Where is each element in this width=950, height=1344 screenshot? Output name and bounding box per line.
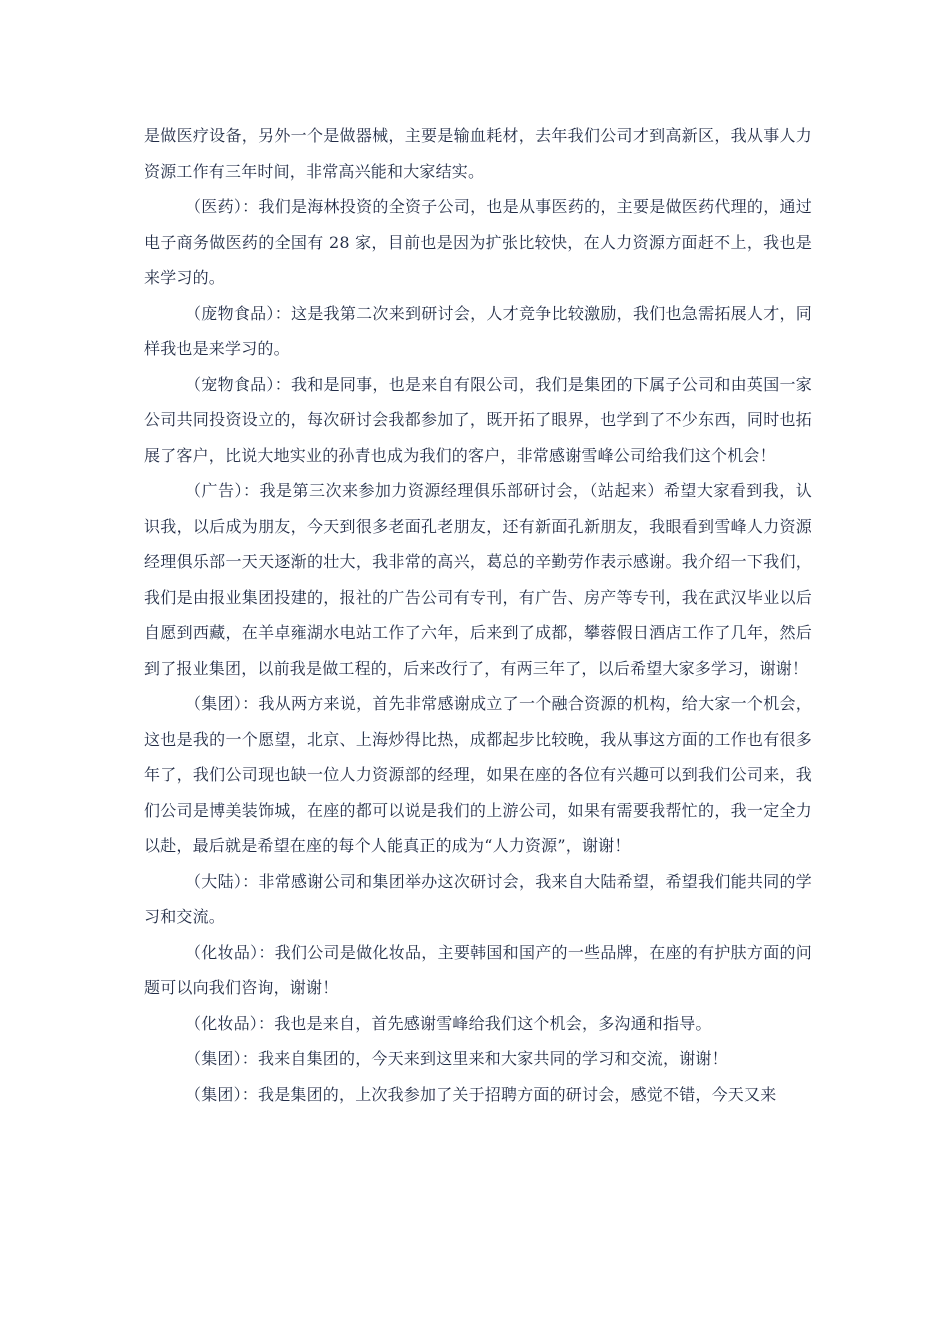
document-body: [144, 118, 812, 1112]
paragraph-pharma: （医药）：我们是海林投资的全资子公司，也是从事医药的，主要是做医药代理的，通过电子商务做医药的全国有 28 家，目前也是因为扩张比较快，在人力资源方面赶不上，我也是来学习的。: [144, 197, 812, 287]
paragraph-pet-food-1: （庞物食品）：这是我第二次来到研讨会，人才竞争比较激励，我们也急需拓展人才，同样我也是来学习的。: [144, 303, 812, 358]
paragraph-pet-food-2: （宠物食品）：我和是同事，也是来自有限公司，我们是集团的下属子公司和由英国一家公司共同投资设立的，每次研讨会我都参加了，既开拓了眼界，也学到了不少东西，同时也拓展了客户，比说大地实业的孙青也成为我们的客户，非常感谢雪峰公司给我们这个机会！: [144, 374, 812, 465]
paragraph-group-1: （集团）：我从两方来说，首先非常感谢成立了一个融合资源的机构，给大家一个机会，这也是我的一个愿望，北京、上海炒得比热，成都起步比较晚，我从事这方面的工作也有很多年了，我们公司现也缺一位人力资源部的经理，如果在座的各位有兴趣可以到我们公司来，我们公司是博美装饰城，在座的都可以说是我们的上游公司，如果有需要我帮忙的，我一定全力以赴，最后就是希望在座的每个人能真正的成为“人力资源”，谢谢！: [144, 694, 812, 855]
paragraph-advertising: （广告）：我是第三次来参加力资源经理俱乐部研讨会，（站起来）希望大家看到我，认识我，以后成为朋友，今天到很多老面孔老朋友，还有新面孔新朋友，我眼看到雪峰人力资源经理俱乐部一天天逐渐的壮大，我非常的高兴，葛总的辛勤劳作表示感谢。我介绍一下我们，我们是由报业集团投建的，报社的广告公司有专刊，有广告、房产等专刊，我在武汉毕业以后自愿到西藏，在羊卓雍湖水电站工作了六年，后来到了成都，攀蓉假日酒店工作了几年，然后到了报业集团，以前我是做工程的，后来改行了，有两三年了，以后希望大家多学习，谢谢！: [144, 481, 812, 678]
paragraph-group-2: （集团）：我来自集团的，今天来到这里来和大家共同的学习和交流，谢谢！: [185, 1049, 728, 1068]
paragraph-group-3: （集团）：我是集团的，上次我参加了关于招聘方面的研讨会，感觉不错，今天又来: [185, 1084, 777, 1104]
paragraph-dalu: （大陆）：非常感谢公司和集团举办这次研讨会，我来自大陆希望，希望我们能共同的学习和交流。: [144, 871, 812, 926]
paragraph-cosmetics-2: （化妆品）：我也是来自，首先感谢雪峰给我们这个机会，多沟通和指导。: [185, 1013, 712, 1033]
paragraph-cosmetics-1: （化妆品）：我们公司是做化妆品，主要韩国和国产的一些品牌，在座的有护肤方面的问题可以向我们咨询，谢谢！: [144, 942, 812, 997]
paragraph-continued: 是做医疗设备，另外一个是做器械，主要是输血耗材，去年我们公司才到高新区，我从事人力资源工作有三年时间，非常高兴能和大家结实。: [144, 126, 812, 181]
